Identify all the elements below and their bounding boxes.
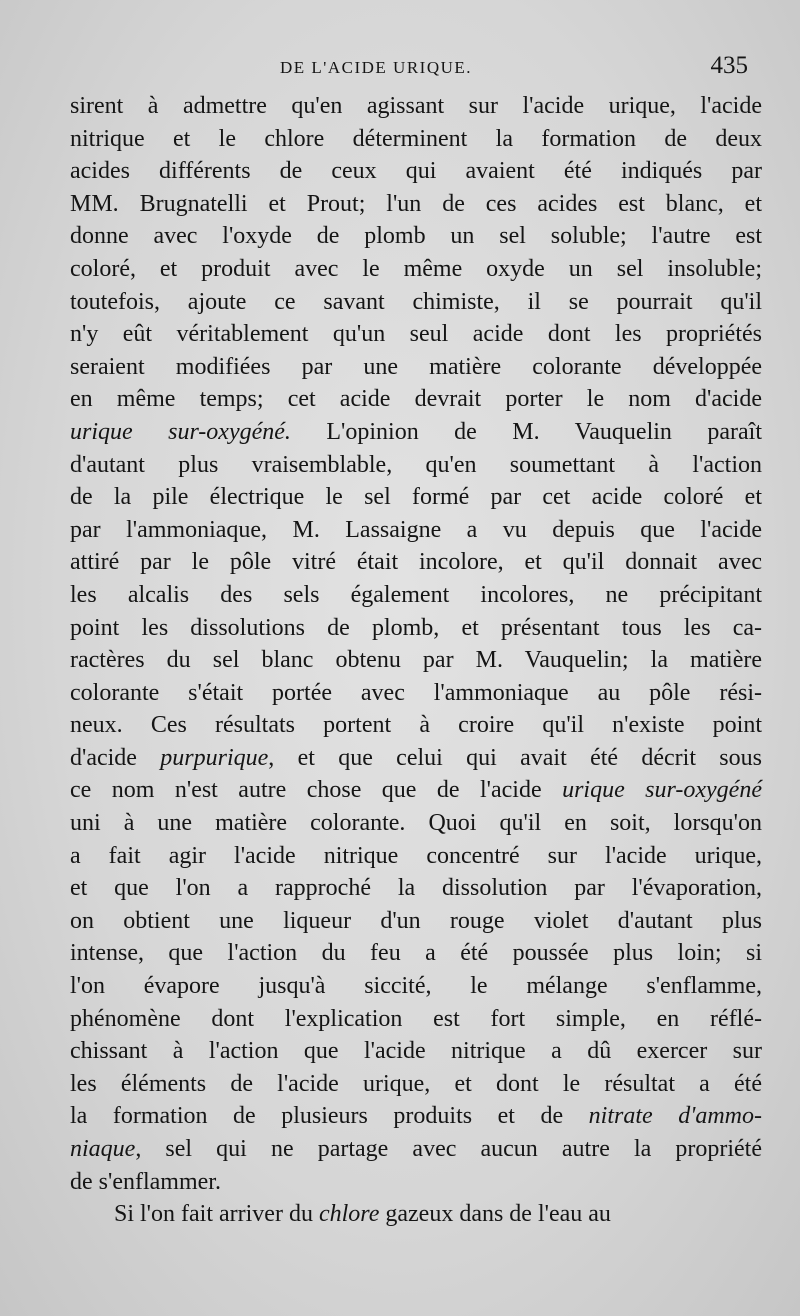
text-line (70, 774, 762, 807)
text-segment: , et que celui qui avait été décrit sous (268, 744, 762, 771)
text-line (70, 1035, 762, 1068)
text-segment: coloré, et produit avec le même oxyde un sel insoluble; (70, 255, 762, 282)
text-line (70, 872, 762, 905)
body-text (70, 90, 762, 1231)
text-segment: colorante s'était portée avec l'ammoniaque au pôle rési- (70, 679, 762, 706)
text-line (70, 644, 762, 677)
text-segment: phénomène dont l'explication est fort simple, en réflé- (70, 1005, 762, 1032)
text-line (70, 1198, 762, 1231)
text-segment: les éléments de l'acide urique, et dont le résultat a été (70, 1070, 762, 1097)
text-line (70, 123, 762, 156)
text-segment: de la pile électrique le sel formé par cet acide coloré et (70, 484, 762, 511)
italic-text: nitrate d'ammo- (588, 1103, 762, 1130)
running-title: DE L'ACIDE URIQUE. (280, 58, 473, 77)
italic-text: urique sur-oxygéné. (70, 418, 291, 445)
text-segment: n'y eût véritablement qu'un seul acide dont les propriétés (70, 321, 762, 348)
text-segment: ce nom n'est autre chose que de l'acide (70, 777, 563, 804)
text-segment: gazeux dans de l'eau au (379, 1201, 611, 1228)
italic-text: chlore (318, 1201, 380, 1228)
text-segment: point les dissolutions de plomb, et présentant tous les ca- (70, 614, 762, 641)
text-line (70, 383, 762, 416)
text-line (70, 220, 762, 253)
text-line (70, 709, 762, 742)
text-line (70, 970, 762, 1003)
text-line (70, 1068, 762, 1101)
italic-text: niaque (70, 1136, 136, 1162)
text-segment: attiré par le pôle vitré était incolore, et qu'il donnait avec (70, 549, 762, 576)
text-line (70, 351, 762, 384)
text-line (70, 1133, 762, 1166)
text-segment: ractères du sel blanc obtenu par M. Vauquelin; la matière (70, 647, 762, 674)
text-line (70, 937, 762, 970)
text-line (70, 677, 762, 710)
text-segment: la formation de plusieurs produits et de (70, 1103, 589, 1130)
text-segment: sirent à admettre qu'en agissant sur l'acide urique, l'acide (70, 93, 762, 119)
text-segment: les alcalis des sels également incolores, ne précipitant (70, 581, 762, 608)
text-segment: en même temps; cet acide devrait porter le nom d'acide (70, 386, 762, 413)
text-line (70, 318, 762, 351)
text-segment: neux. Ces résultats portent à croire qu'il n'existe point (70, 712, 762, 739)
text-segment: a fait agir l'acide nitrique concentré sur l'acide urique, (70, 842, 762, 869)
text-line (70, 188, 762, 221)
text-segment: MM. Brugnatelli et Prout; l'un de ces acides est blanc, et (70, 190, 762, 217)
text-segment: et que l'on a rapproché la dissolution par l'évaporation, (70, 875, 762, 902)
text-segment: acides différents de ceux qui avaient été indiqués par (70, 158, 762, 185)
text-line (70, 742, 762, 775)
text-line (70, 155, 762, 188)
italic-text: urique sur-oxygéné (562, 777, 762, 804)
text-segment: chissant à l'action que l'acide nitrique a dû exercer sur (70, 1038, 762, 1065)
text-segment: l'on évapore jusqu'à siccité, le mélange s'enflamme, (70, 973, 762, 1000)
text-segment: par l'ammoniaque, M. Lassaigne a vu depuis que l'acide (70, 516, 762, 543)
text-line (70, 905, 762, 938)
text-line (70, 449, 762, 482)
text-segment: , sel qui ne partage avec aucun autre la propriété (135, 1136, 762, 1162)
text-segment: d'acide (70, 744, 161, 771)
text-line (70, 807, 762, 840)
text-segment: Si l'on fait arriver du (114, 1201, 319, 1228)
text-line (70, 546, 762, 579)
text-line (70, 286, 762, 319)
text-segment: toutefois, ajoute ce savant chimiste, il se pourrait qu'il (70, 288, 762, 315)
text-segment: nitrique et le chlore déterminent la formation de deux (70, 125, 762, 152)
text-line (70, 612, 762, 645)
text-line (70, 481, 762, 514)
text-segment: seraient modifiées par une matière colorante développée (70, 353, 762, 380)
text-line (70, 1166, 762, 1199)
text-line (70, 1003, 762, 1036)
text-line (70, 90, 762, 123)
text-line (70, 579, 762, 612)
text-line (70, 416, 762, 449)
text-line (70, 253, 762, 286)
page-number: 435 (710, 52, 748, 79)
text-line (70, 514, 762, 547)
text-segment: donne avec l'oxyde de plomb un sel soluble; l'autre est (70, 223, 762, 250)
page-header (70, 52, 760, 86)
text-segment: L'opinion de M. Vauquelin paraît (290, 418, 762, 445)
text-segment: intense, que l'action du feu a été poussée plus loin; si (70, 940, 762, 967)
text-segment: uni à une matière colorante. Quoi qu'il en soit, lorsqu'on (70, 810, 762, 837)
text-segment: d'autant plus vraisemblable, qu'en soumettant à l'action (70, 451, 762, 478)
text-segment: on obtient une liqueur d'un rouge violet d'autant plus (70, 907, 762, 934)
text-line (70, 840, 762, 873)
text-segment: de s'enflammer. (70, 1168, 221, 1195)
italic-text: purpurique (160, 744, 269, 771)
text-line (70, 1100, 762, 1133)
